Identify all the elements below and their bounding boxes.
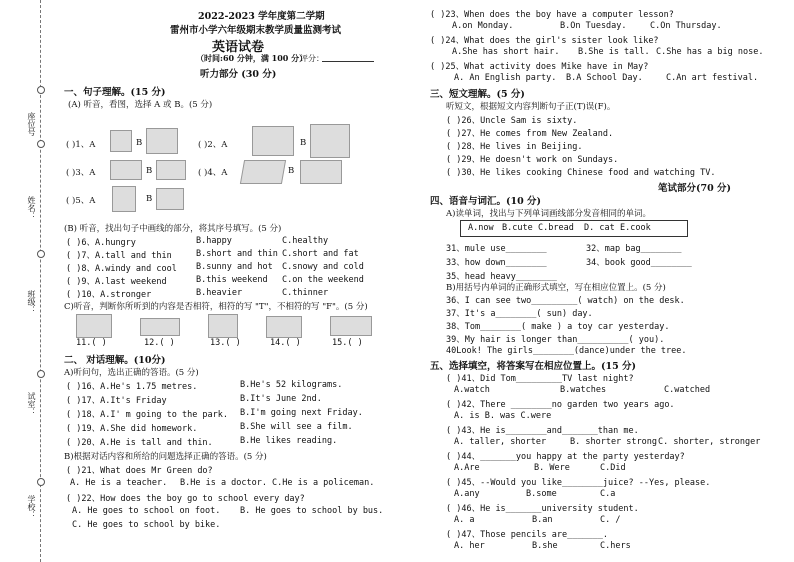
pic-question-1: ( )1、A: [66, 140, 96, 150]
list-item: C.short and fat: [282, 249, 359, 259]
question-5-image-a: [112, 186, 136, 212]
section-1b-instruction: (B) 听音，找出句子中画线的部分，将其序号填写。(5 分): [64, 224, 282, 234]
list-item: ( )17、A.It's Friday: [66, 396, 167, 406]
question-2-image-a: [252, 126, 294, 156]
list-item: 39、My hair is longer than__________( you).: [446, 335, 665, 345]
section-2a-instruction: A)听问句，选出正确的答语。(5 分): [64, 368, 199, 378]
list-item: ( )8、A.windy and cool: [66, 264, 177, 274]
word-option: C.bread: [538, 223, 574, 233]
list-item: A. He is a teacher.: [70, 478, 168, 488]
list-item: A. a: [454, 515, 475, 525]
binding-hole: [37, 140, 45, 148]
list-item: B.It's June 2nd.: [240, 394, 322, 404]
question-43: ( )43、He is________and_______than me.: [446, 426, 639, 436]
list-item: C.on the weekend: [282, 275, 364, 285]
list-item: ( )10、A.stronger: [66, 290, 152, 300]
list-item: C.a: [600, 489, 616, 499]
section-4b-instruction: B)用括号内单词的正确形式填空，写在相应位置上。(5 分): [446, 283, 666, 293]
question-41: ( )41、Did Tom_________TV last night?: [446, 374, 634, 384]
list-item: B.happy: [196, 236, 232, 246]
list-item: ( )16、A.He's 1.75 metres.: [66, 382, 198, 392]
question-22: ( )22、How does the boy go to school every day?: [66, 494, 305, 504]
pic-option-b: B: [288, 166, 295, 176]
list-item: B.He's 52 kilograms.: [240, 380, 343, 390]
list-item: B. Were: [534, 463, 570, 473]
list-item: A.She has short hair.: [452, 47, 560, 57]
word-box: [460, 220, 688, 237]
list-item: C.healthy: [282, 236, 329, 246]
list-item: A. is B. was C.were: [454, 411, 552, 421]
word-option: E.cook: [620, 223, 651, 233]
exam-title: 英语试卷: [212, 40, 265, 55]
list-item: C.snowy and cold: [282, 262, 364, 272]
question-12-image: [140, 318, 180, 336]
question-4-image-b: [300, 160, 342, 184]
list-item: B.A School Day.: [566, 73, 643, 83]
list-item: 32、map bag________: [586, 244, 682, 254]
list-item: C. He goes to school by bike.: [72, 520, 221, 530]
list-item: ( )30、He likes cooking Chinese food and watching TV.: [446, 168, 716, 178]
list-item: 38、Tom________( make ) a toy car yesterday.: [446, 322, 670, 332]
exam-year: 2022-2023 学年度第二学期: [198, 11, 325, 22]
pic-option-b: B: [136, 138, 143, 148]
section-1c-instruction: C)听音，判断你所听到的内容是否相符，相符的写 "T"，不相符的写 "F"。(5 分): [64, 302, 368, 312]
list-item: B. He goes to school by bus.: [240, 506, 384, 516]
binding-hole: [37, 478, 45, 486]
list-item: C.He is a policeman.: [272, 478, 375, 488]
question-44: ( )44、_______you happy at the party yesterday?: [446, 452, 685, 462]
pic-question-4: ( )4、A: [198, 168, 228, 178]
list-item: B.He likes reading.: [240, 436, 338, 446]
listening-heading: 听力部分 (30 分): [200, 69, 277, 80]
list-item: B.short and thin: [196, 249, 278, 259]
word-option: B.cute: [502, 223, 533, 233]
pic-option-b: B: [300, 138, 307, 148]
question-25: ( )25、What activity does Mike have in May?: [430, 62, 649, 72]
question-2-image-b: [310, 124, 350, 158]
question-1-image-b: [146, 128, 178, 154]
word-option: A.now: [468, 223, 494, 233]
list-item: C.She has a big nose.: [656, 47, 764, 57]
question-5-image-b: [156, 188, 184, 210]
list-item: B.I'm going next Friday.: [240, 408, 363, 418]
section-2-title: 二、 对话理解。(10分): [64, 355, 166, 366]
list-item: ( )18、A.I' m going to the park.: [66, 410, 229, 420]
list-item: ( )7、A.tall and thin: [66, 251, 172, 261]
list-item: A. An English party.: [454, 73, 557, 83]
list-item: C.watched: [664, 385, 711, 395]
question-42: ( )42、There ________no garden two years ago.: [446, 400, 675, 410]
list-item: B.this weekend: [196, 275, 268, 285]
list-item: 36、I can see two_________( watch) on the desk.: [446, 296, 685, 306]
list-item: ( )19、A.She did homework.: [66, 424, 198, 434]
list-item: C.thinner: [282, 288, 329, 298]
list-item: C.hers: [600, 541, 631, 551]
list-item: B. shorter strong: [570, 437, 657, 447]
list-item: ( )26、Uncle Sam is sixty.: [446, 116, 578, 126]
name-label: 姓名：: [27, 196, 36, 220]
tf-slot-12[interactable]: 12.( ): [144, 338, 175, 348]
pic-option-b: B: [146, 166, 153, 176]
score-label: 评分：: [300, 54, 324, 63]
list-item: B.watches: [560, 385, 607, 395]
pic-question-5: ( )5、A: [66, 196, 96, 206]
list-item: A. her: [454, 541, 485, 551]
question-15-image: [330, 316, 372, 336]
list-item: A. He goes to school on foot.: [72, 506, 221, 516]
list-item: B.She will see a film.: [240, 422, 353, 432]
binding-hole: [37, 250, 45, 258]
pic-question-2: ( )2、A: [198, 140, 228, 150]
question-45: ( )45、--Would you like________juice? --Yes, please.: [446, 478, 711, 488]
binding-hole: [37, 86, 45, 94]
list-item: 37、It's a________( sun) day.: [446, 309, 593, 319]
tf-slot-11[interactable]: 11.( ): [76, 338, 107, 348]
score-field[interactable]: [322, 61, 374, 62]
section-3-instruction: 听短文，根据短文内容判断句子正(T)误(F)。: [446, 102, 616, 112]
list-item: C. shorter, stronger: [658, 437, 761, 447]
question-1-image-a: [110, 130, 132, 152]
room-label: 试室：: [27, 392, 36, 416]
question-21: ( )21、What does Mr Green do?: [66, 466, 213, 476]
list-item: B.she: [532, 541, 558, 551]
school-label: 学校：: [27, 495, 36, 519]
list-item: A.watch: [454, 385, 490, 395]
question-46: ( )46、He is_______university student.: [446, 504, 639, 514]
list-item: 34、book good________: [586, 258, 692, 268]
list-item: 33、how down________: [446, 258, 547, 268]
pic-option-b: B: [146, 194, 153, 204]
written-heading: 笔试部分(70 分): [658, 183, 732, 194]
list-item: A.any: [454, 489, 480, 499]
exam-meta: （时间:60 分钟，满 100 分）: [196, 53, 308, 63]
section-3-title: 三、短文理解。(5 分): [430, 89, 525, 100]
list-item: B.heavier: [196, 288, 243, 298]
seat-number-label: 座位号: [27, 112, 36, 136]
pic-question-3: ( )3、A: [66, 168, 96, 178]
question-4-image-a: [240, 160, 286, 184]
binding-hole: [37, 370, 45, 378]
list-item: 35、head heavy________: [446, 272, 557, 282]
section-1a-instruction: (A) 听音，看图，选择 A 或 B。(5 分): [68, 100, 213, 110]
list-item: 40Look! The girls________(dance)under the tree.: [446, 346, 687, 356]
list-item: A.Are: [454, 463, 480, 473]
list-item: B.sunny and hot: [196, 262, 273, 272]
list-item: B.She is tall.: [578, 47, 650, 57]
section-4a-instruction: A)读单词，找出与下列单词画线部分发音相同的单词。: [446, 209, 651, 219]
list-item: ( )27、He comes from New Zealand.: [446, 129, 614, 139]
tf-slot-15[interactable]: 15.( ): [332, 338, 363, 348]
tf-slot-13[interactable]: 13.( ): [210, 338, 241, 348]
word-option: D. cat: [584, 223, 615, 233]
class-label: 班级：: [27, 290, 36, 314]
question-24: ( )24、What does the girl's sister look like?: [430, 36, 659, 46]
list-item: A. taller, shorter: [454, 437, 547, 447]
list-item: B.On Tuesday.: [560, 21, 627, 31]
question-3-image-a: [110, 160, 142, 180]
list-item: ( )9、A.last weekend: [66, 277, 167, 287]
exam-school: 雷州市小学六年级期末教学质量监测考试: [170, 25, 342, 36]
question-47: ( )47、Those pencils are_______.: [446, 530, 609, 540]
list-item: A.on Monday.: [452, 21, 514, 31]
section-5-title: 五、选择填空，将答案写在相应位置上。(15 分): [430, 361, 637, 372]
list-item: C.An art festival.: [666, 73, 759, 83]
question-23: ( )23、When does the boy have a computer lesson?: [430, 10, 674, 20]
list-item: C.On Thursday.: [650, 21, 722, 31]
list-item: B.some: [526, 489, 557, 499]
list-item: C. /: [600, 515, 621, 525]
question-3-image-b: [156, 160, 186, 180]
question-13-image: [208, 314, 238, 338]
question-11-image: [76, 314, 112, 338]
section-2b-instruction: B)根据对话内容和所给的问题选择正确的答语。(5 分): [64, 452, 267, 462]
list-item: 31、mule use________: [446, 244, 547, 254]
tf-slot-14[interactable]: 14.( ): [270, 338, 301, 348]
list-item: C.Did: [600, 463, 626, 473]
question-14-image: [266, 316, 302, 338]
list-item: ( )20、A.He is tall and thin.: [66, 438, 213, 448]
list-item: ( )6、A.hungry: [66, 238, 136, 248]
list-item: ( )28、He lives in Beijing.: [446, 142, 583, 152]
list-item: B.He is a doctor.: [180, 478, 267, 488]
list-item: B.an: [532, 515, 553, 525]
section-1-title: 一、句子理解。(15 分): [64, 87, 166, 98]
list-item: ( )29、He doesn't work on Sundays.: [446, 155, 619, 165]
section-4-title: 四、语音与词汇。(10 分): [430, 196, 542, 207]
